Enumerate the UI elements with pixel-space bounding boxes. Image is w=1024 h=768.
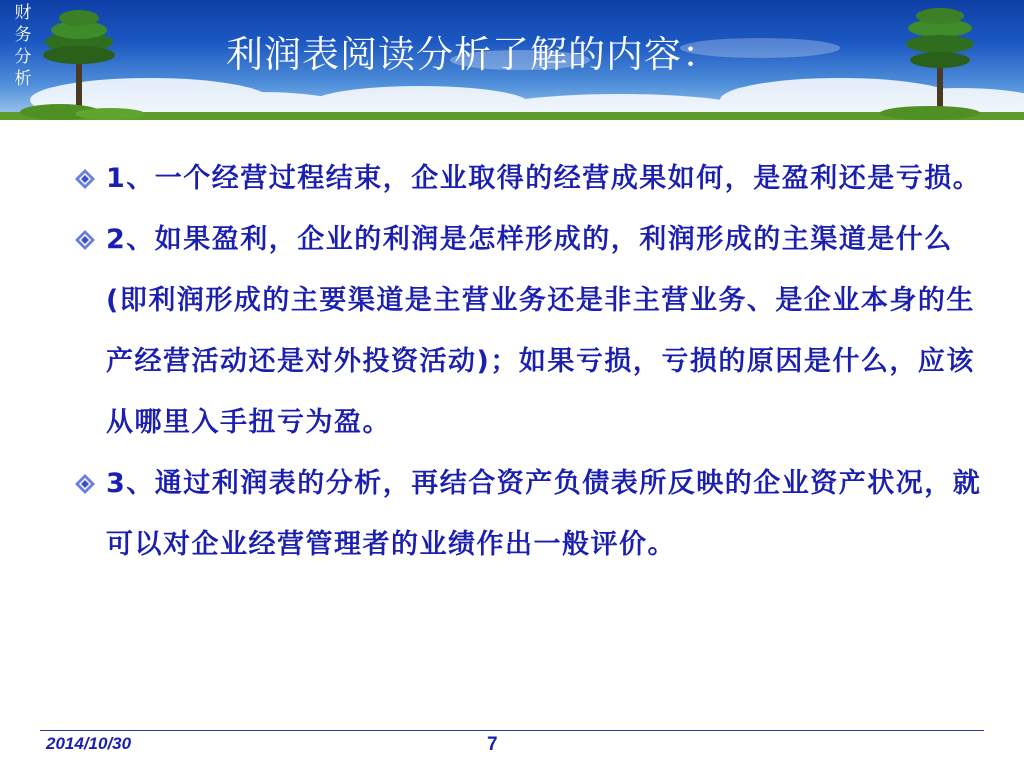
bullet-list bbox=[74, 148, 986, 575]
bullet-item bbox=[74, 209, 986, 453]
bullet-text: 1、一个经营过程结束，企业取得的经营成果如何，是盈利还是亏损。 bbox=[106, 163, 982, 194]
side-label-char: 财 bbox=[14, 3, 32, 23]
diamond-bullet-icon bbox=[74, 473, 96, 495]
bullet-item bbox=[74, 148, 986, 209]
footer-date: 2014/10/30 bbox=[46, 734, 132, 753]
header-banner bbox=[0, 0, 1024, 120]
side-label-char: 分 bbox=[14, 47, 32, 67]
side-label-char: 务 bbox=[14, 25, 32, 45]
footer-divider bbox=[40, 730, 984, 731]
bullet-text: 3、通过利润表的分析，再结合资产负债表所反映的企业资产状况，就可以对企业经营管理者的业绩作出一般评价。 bbox=[106, 468, 982, 560]
side-label-char: 析 bbox=[14, 69, 32, 89]
bullet-text: 2、如果盈利，企业的利润是怎样形成的，利润形成的主渠道是什么(即利润形成的主要渠道是主营业务还是非主营业务、是企业本身的生产经营活动还是对外投资活动)；如果亏损，亏损的原因是什么，应该从哪里入手扭亏为盈。 bbox=[106, 224, 975, 438]
diamond-bullet-icon bbox=[74, 229, 96, 251]
slide-title: 利润表阅读分析了解的内容： bbox=[226, 33, 720, 76]
page-number: 7 bbox=[487, 734, 498, 755]
bullet-item bbox=[74, 453, 986, 575]
diamond-bullet-icon bbox=[74, 168, 96, 190]
side-label bbox=[8, 2, 38, 90]
